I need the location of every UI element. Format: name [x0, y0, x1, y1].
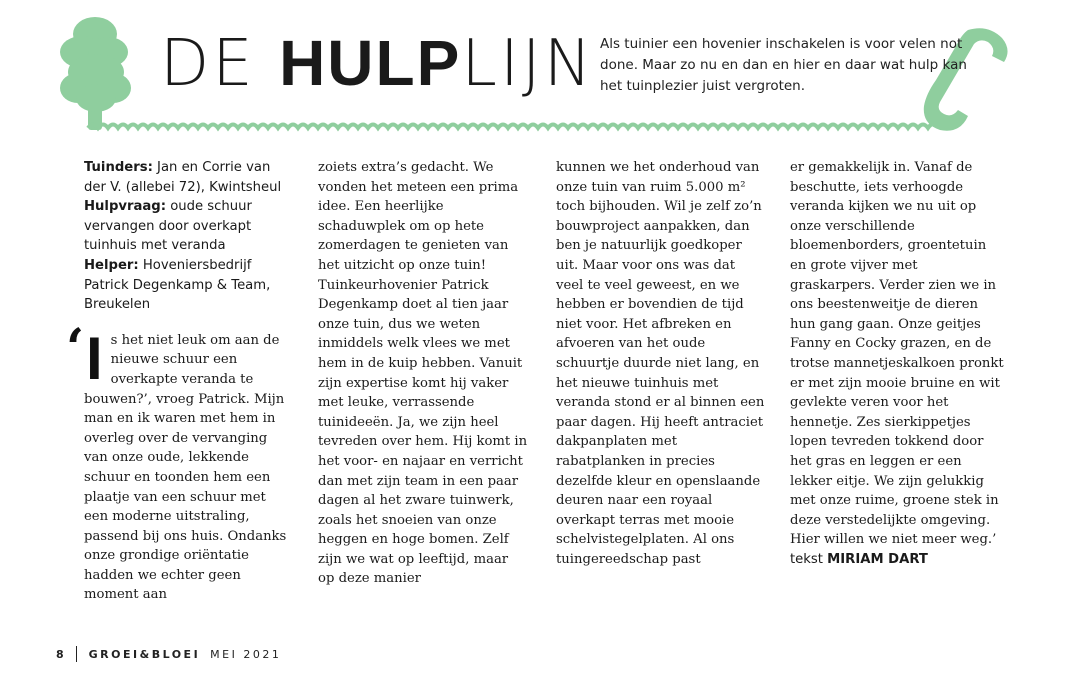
article-meta	[84, 158, 292, 315]
article-start	[66, 317, 292, 605]
magazine-name: GROEI&BLOEI	[88, 647, 201, 661]
drop-cap: I	[86, 324, 103, 392]
credit-name: MIRIAM DART	[827, 551, 928, 567]
hulpvraag-value: oude schuur vervangen door overkapt tuinhuis met veranda	[84, 199, 252, 254]
helper-value: Hoveniersbedrijf Patrick Degenkamp & Team, Breukelen	[84, 257, 271, 313]
column-1-text: s het niet leuk om aan de nieuwe schuur een overkapte veranda te bouwen?’, vroeg Patrick. Mijn man en ik waren met hem in overleg over de vervanging van onze oude, lekkende schuur en toonden hem een plaatje van een schuur met een moderne uitstraling, passend bij ons huis. Ondanks onze grondige oriëntatie hadden we echter geen moment aan	[84, 332, 287, 603]
intro-text: Als tuinier een hovenier inschakelen is voor velen not done. Maar zo nu en dan en hier en daar wat hulp kan het tuinplezier juist vergroten.	[600, 36, 967, 94]
column-4	[790, 158, 1005, 569]
column-4-text: er gemakkelijk in. Vanaf de beschutte, iets verhoogde veranda kijken we nu uit op onze verschillende bloemenborders, groentetuin en grote vijver met graskarpers. Verder zien we in ons beestenweitje de dieren hun gang gaan. Onze geitjes Fanny en Cocky grazen, en de trotse mannetjeskalkoen pronkt er met zijn mooie bruine en wit gevlekte veren voor het hennetje. Zes sierkippetjes lopen tevreden tokkend door het gras en leggen er een lekker eitje. We zijn gelukkig met onze ruime, groene stek in deze verstedelijkte omgeving. Hier willen we niet meer weg.’	[790, 160, 1004, 548]
column-2-text: zoiets extra’s gedacht. We vonden het meteen een prima idee. Een heerlijke schaduwplek om op hete zomerdagen te genieten van het uitzicht op onze tuin! Tuinkeurhovenier Patrick Degenkamp doet al tien jaar onze tuin, dus we weten inmiddels welk vlees we met hem in de kuip hebben. Vanuit zijn expertise komt hij vaker met leuke, verrassende tuinideeën. Ja, we zijn heel tevreden over hem. Hij komt in het voor- en najaar en verricht dan met zijn team in een paar dagen al het zware tuinwerk, zoals het snoeien van onze heggen en hoge bomen. Zelf zijn we wat op leeftijd, maar op deze manier	[318, 160, 528, 587]
author-credit	[790, 550, 1005, 570]
tuinders-value: Jan en Corrie van der V. (allebei 72), Kwintsheul	[84, 160, 282, 195]
title-part-hulp: HULP	[279, 27, 462, 99]
title-part-lijn: LIJN	[461, 27, 595, 101]
helper-label: Helper:	[84, 257, 139, 273]
page-footer	[56, 646, 281, 662]
page-title	[160, 28, 595, 99]
column-3	[556, 158, 766, 569]
column-3-text: kunnen we het onderhoud van onze tuin van ruim 5.000 m² toch bijhouden. Wil je zelf zo’n bouwproject aanpakken, dan ben je natuurlijk goedkoper uit. Maar voor ons was dat veel te veel geweest, en we hebben er bovendien de tijd niet voor. Het afbreken en afvoeren van het oude schuurtje duurde niet lang, en het nieuwe tuinhuis met veranda stond er al binnen een paar dagen. Hij heeft antraciet dakpanplaten met rabatplanken in precies dezelfde kleur en openslaande deuren naar een royaal overkapt terras met mooie schelvistegelplaten. Al ons tuingereedschap past	[556, 160, 765, 567]
credit-label: tekst	[790, 551, 828, 567]
tuinders-label: Tuinders:	[84, 160, 153, 175]
page-number: 8	[56, 647, 64, 661]
issue-date: MEI 2021	[210, 647, 282, 661]
column-1	[66, 158, 292, 605]
footer-divider	[76, 646, 77, 662]
column-2	[318, 158, 528, 589]
hulpvraag-label: Hulpvraag:	[84, 199, 166, 215]
title-part-de: DE	[160, 27, 280, 101]
phone-cord	[88, 124, 936, 128]
quote-mark: ‘	[66, 317, 85, 379]
tree-icon	[60, 17, 131, 130]
